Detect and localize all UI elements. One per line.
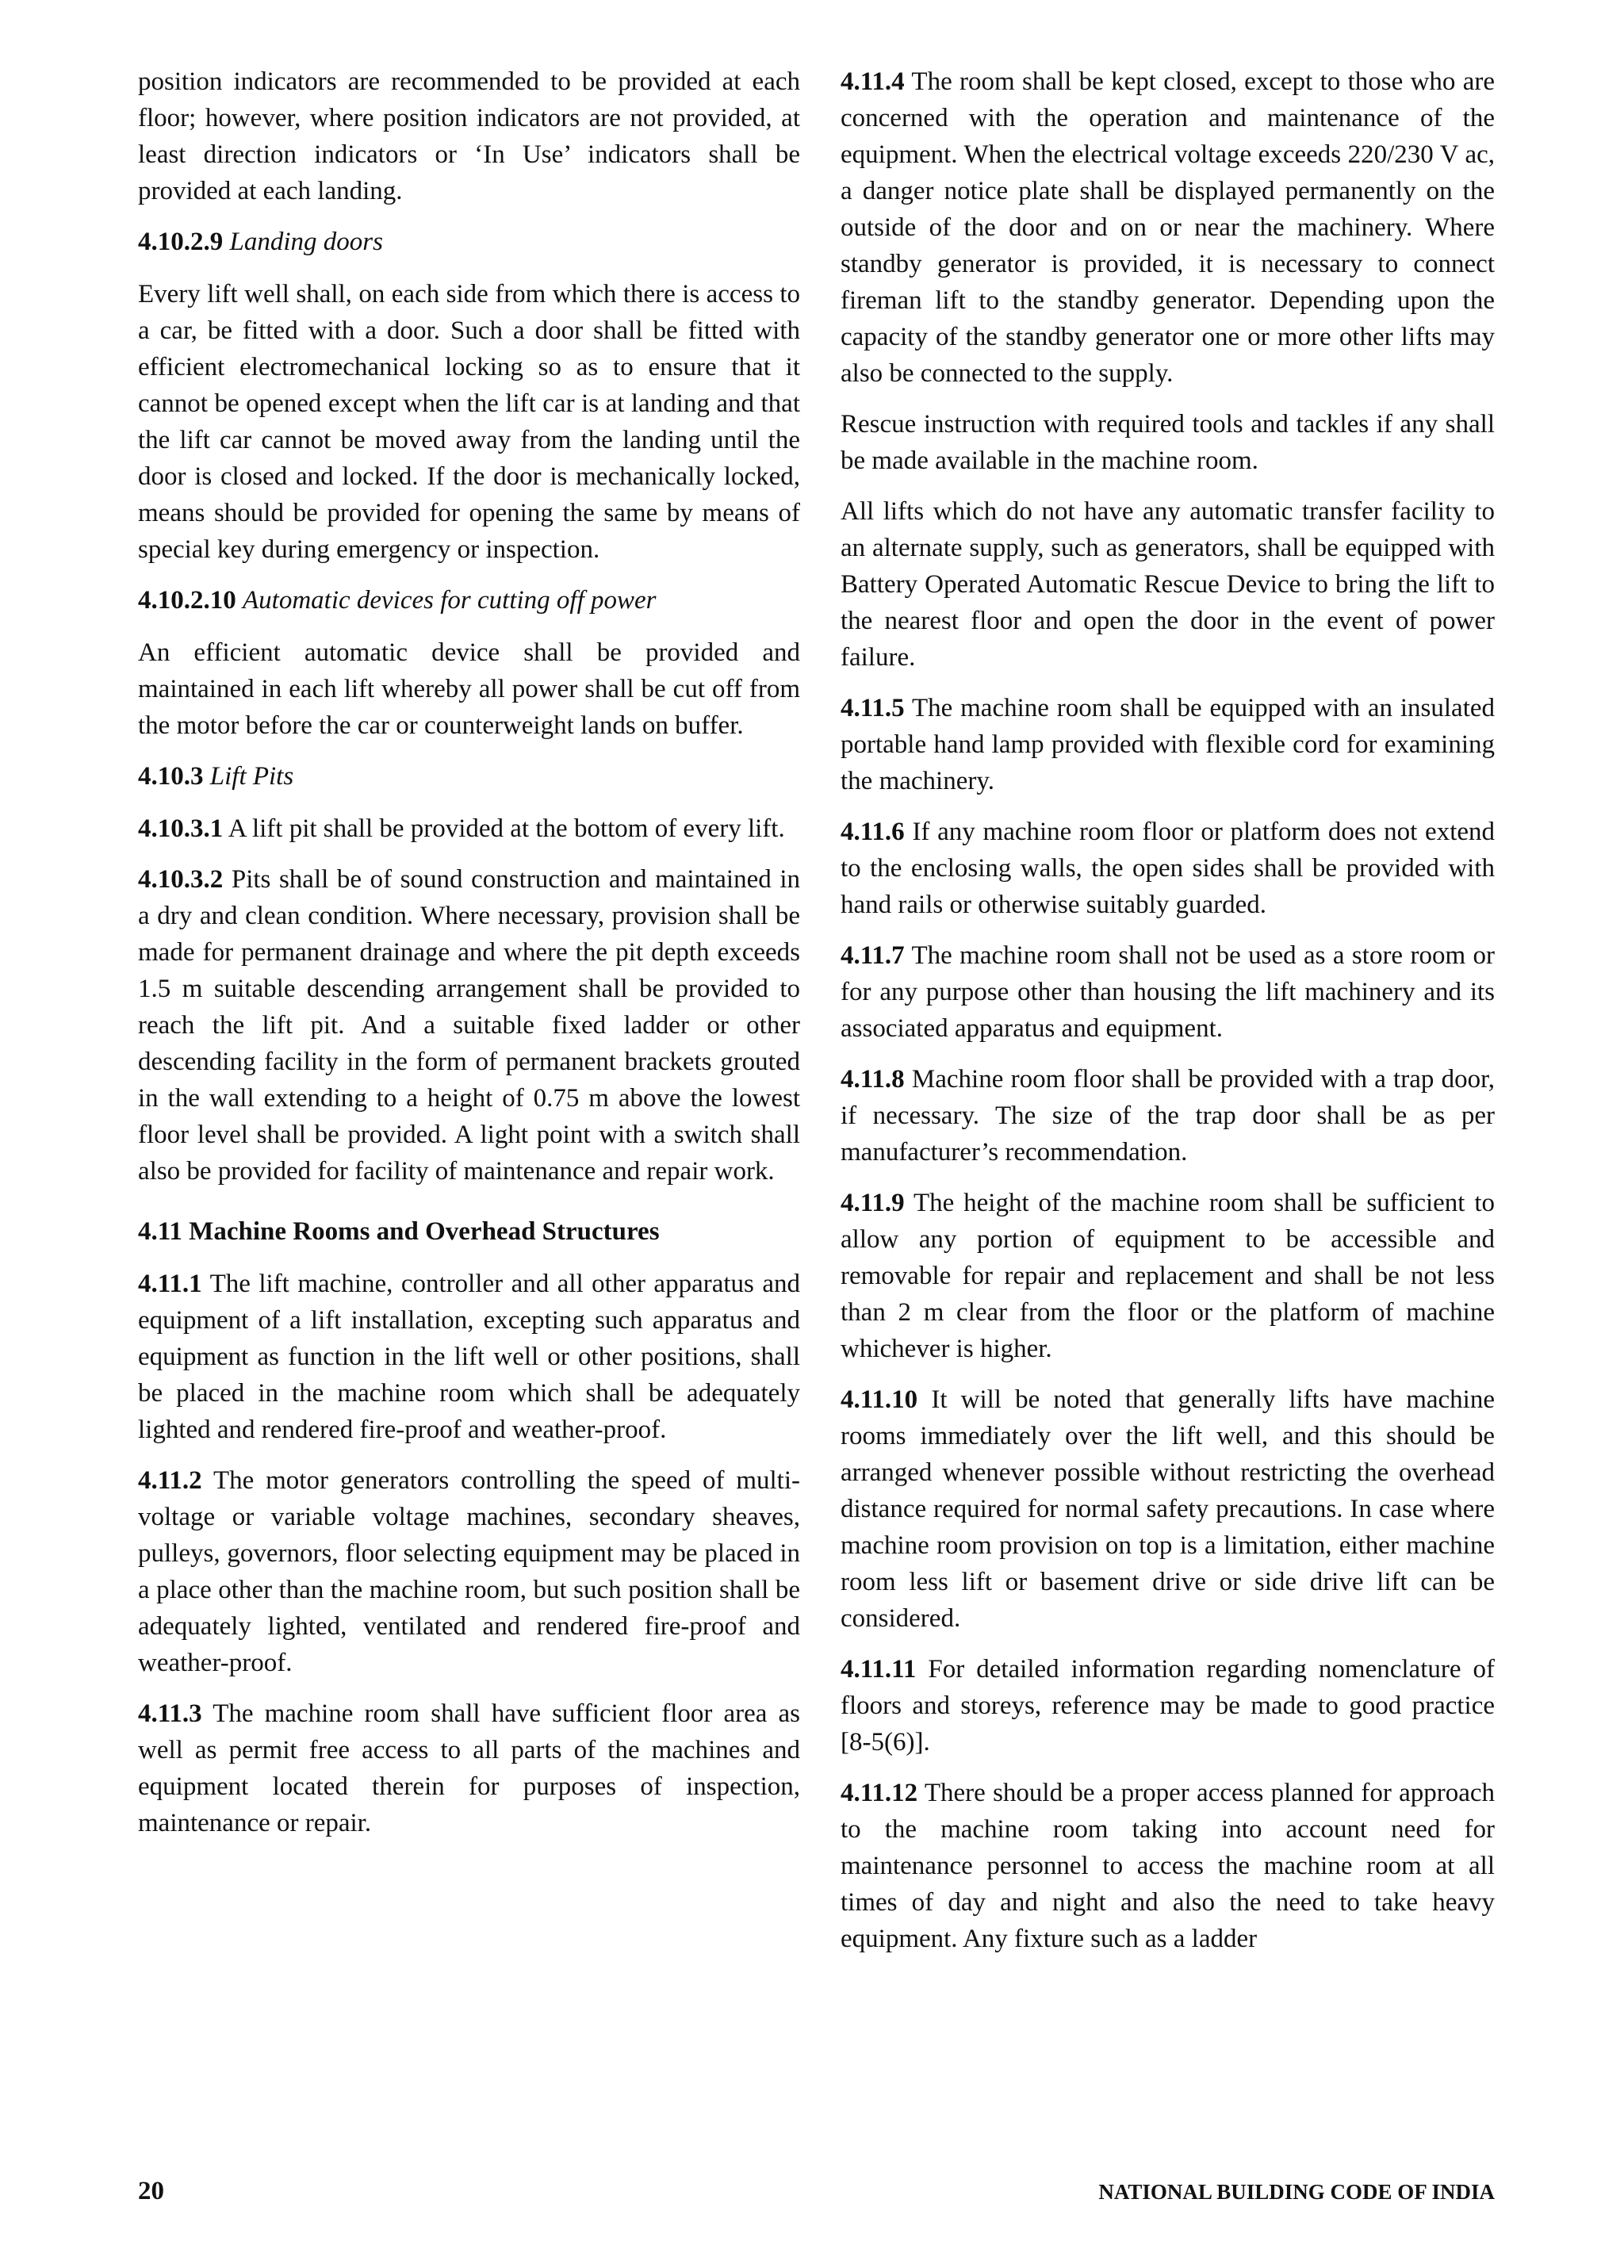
section-text: It will be noted that generally lifts have machine rooms immediately over the lift well, and this should be arranged whenever possible without restricting the overhead distance required for normal safety precautions. In case where machine room provision on top is a limitation, either machine room less lift or basement drive or side drive lift can be considered.	[841, 1385, 1496, 1633]
section-text: The height of the machine room shall be sufficient to allow any portion of equipment to be accessible and removable for repair and replacement and shall be not less than 2 m clear from the floor or the platform of machine whichever is higher.	[841, 1189, 1495, 1363]
section-number: 4.11.3	[138, 1699, 202, 1728]
section-title: Automatic devices for cutting off power	[243, 586, 657, 615]
section-text: The lift machine, controller and all other apparatus and equipment of a lift installation, excepting such apparatus and equipment as function in the lift well or other positions, shall be placed in the machine room which shall be adequately lighted and rendered fire-proof and weather-proof.	[138, 1270, 800, 1444]
section-number: 4.11.4	[841, 67, 905, 96]
section-text: The machine room shall be equipped with an insulated portable hand lamp provided with flexible cord for examining the machinery.	[841, 694, 1496, 795]
section-number: 4.11.6	[841, 818, 905, 846]
section-4-10-3-1	[138, 810, 800, 847]
section-text: The room shall be kept closed, except to those who are concerned with the operation and maintenance of the equipment. When the electrical voltage exceeds 220/230 V ac, a danger notice plate shall be displayed permanently on the outside of the door and on or near the machinery. Where standby generator is provided, it is necessary to connect fireman lift to the standby generator. Depending upon the capacity of the standby generator one or more other lifts may also be connected to the supply.	[841, 67, 1496, 388]
section-4-10-2-10-heading	[138, 582, 800, 619]
section-number: 4.11.7	[841, 941, 905, 970]
section-number: 4.11.2	[138, 1466, 202, 1495]
page-footer	[138, 2177, 1495, 2206]
section-4-11-7	[841, 937, 1495, 1047]
section-number: 4.11.8	[841, 1065, 905, 1094]
section-4-11-2	[138, 1462, 800, 1681]
section-4-11-9	[841, 1185, 1495, 1367]
section-number: 4.11.10	[841, 1385, 918, 1414]
section-text: For detailed information regarding nomenclature of floors and storeys, reference may be made to good practice [8-5(6)].	[841, 1655, 1496, 1757]
section-text: Pits shall be of sound construction and maintained in a dry and clean condition. Where necessary, provision shall be made for permanent drainage and where the pit depth exceeds 1.5 m suitable descending arrangement shall be provided to reach the lift pit. And a suitable fixed ladder or other descending facility in the form of permanent brackets grouted in the wall extending to a height of 0.75 m above the lowest floor level shall be provided. A light point with a switch shall also be provided for facility of maintenance and repair work.	[138, 865, 800, 1186]
paragraph-automatic-rescue-device: All lifts which do not have any automatic transfer facility to an alternate supply, such as generators, shall be equipped with Battery Operated Automatic Rescue Device to bring the lift to the nearest floor and open the door in the event of power failure.	[841, 497, 1495, 672]
section-4-11-5	[841, 690, 1495, 799]
section-number: 4.10.2.9	[138, 228, 224, 256]
paragraph-rescue-instruction: Rescue instruction with required tools and tackles if any shall be made available in the machine room.	[841, 410, 1495, 475]
right-column	[841, 63, 1495, 1971]
section-number: 4.11.1	[138, 1270, 202, 1298]
section-4-11-8	[841, 1061, 1495, 1170]
section-text: Machine room floor shall be provided with a trap door, if necessary. The size of the trap door shall be as per manufacturer’s recommendation.	[841, 1065, 1496, 1167]
section-4-11-12	[841, 1775, 1495, 1957]
section-text: There should be a proper access planned for approach to the machine room taking into account need for maintenance personnel to access the machine room at all times of day and night and also the need to take heavy equipment. Any fixture such as a ladder	[841, 1779, 1495, 1953]
section-4-11-4	[841, 63, 1495, 392]
section-4-10-2-9-heading	[138, 224, 800, 260]
page-number: 20	[138, 2177, 164, 2205]
section-number: 4.11.5	[841, 694, 905, 722]
section-number: 4.10.3.1	[138, 814, 224, 843]
section-text: A lift pit shall be provided at the bottom of every lift.	[228, 814, 785, 843]
section-text: If any machine room floor or platform does not extend to the enclosing walls, the open sides shall be provided with hand rails or otherwise suitably guarded.	[841, 818, 1496, 919]
paragraph-automatic-devices: An efficient automatic device shall be provided and maintained in each lift whereby all power shall be cut off from the motor before the car or counterweight lands on buffer.	[138, 638, 800, 740]
section-number: 4.11.9	[841, 1189, 905, 1217]
section-title: Lift Pits	[209, 762, 294, 791]
section-number: 4.10.2.10	[138, 586, 236, 615]
paragraph-continued: position indicators are recommended to be provided at each floor; however, where position indicators are not provided, at least direction indicators or ‘In Use’ indicators shall be provided at each landing.	[138, 67, 800, 205]
section-4-11-10	[841, 1381, 1495, 1637]
section-text: The motor generators controlling the speed of multi-voltage or variable voltage machines, secondary sheaves, pulleys, governors, floor selecting equipment may be placed in a place other than the machine room, but such position shall be adequately lighted, ventilated and rendered fire-proof and weather-proof.	[138, 1466, 801, 1677]
section-number: 4.11.12	[841, 1779, 918, 1807]
section-number: 4.10.3	[138, 762, 204, 791]
section-number: 4.11.11	[841, 1655, 917, 1684]
section-4-10-3-heading	[138, 758, 800, 795]
section-4-11-11	[841, 1651, 1495, 1760]
section-4-11-3	[138, 1695, 800, 1841]
section-4-11-6	[841, 814, 1495, 923]
document-title: NATIONAL BUILDING CODE OF INDIA	[1098, 2180, 1495, 2204]
left-column	[138, 63, 800, 1856]
section-4-11-1	[138, 1266, 800, 1448]
section-text: The machine room shall not be used as a store room or for any purpose other than housing the lift machinery and its associated apparatus and equipment.	[841, 941, 1495, 1043]
section-title: Landing doors	[229, 228, 383, 256]
section-4-11-heading: 4.11 Machine Rooms and Overhead Structures	[138, 1217, 660, 1246]
paragraph-landing-doors: Every lift well shall, on each side from which there is access to a car, be fitted with a door. Such a door shall be fitted with efficient electromechanical locking so as to ensure that it cannot be opened except when the lift car is at landing and that the lift car cannot be moved away from the landing until the door is closed and locked. If the door is mechanically locked, means should be provided for opening the same by means of special key during emergency or inspection.	[138, 280, 800, 564]
section-text: The machine room shall have sufficient floor area as well as permit free access to all parts of the machines and equipment located therein for purposes of inspection, maintenance or repair.	[138, 1699, 801, 1837]
section-number: 4.10.3.2	[138, 865, 224, 894]
section-4-10-3-2	[138, 861, 800, 1190]
